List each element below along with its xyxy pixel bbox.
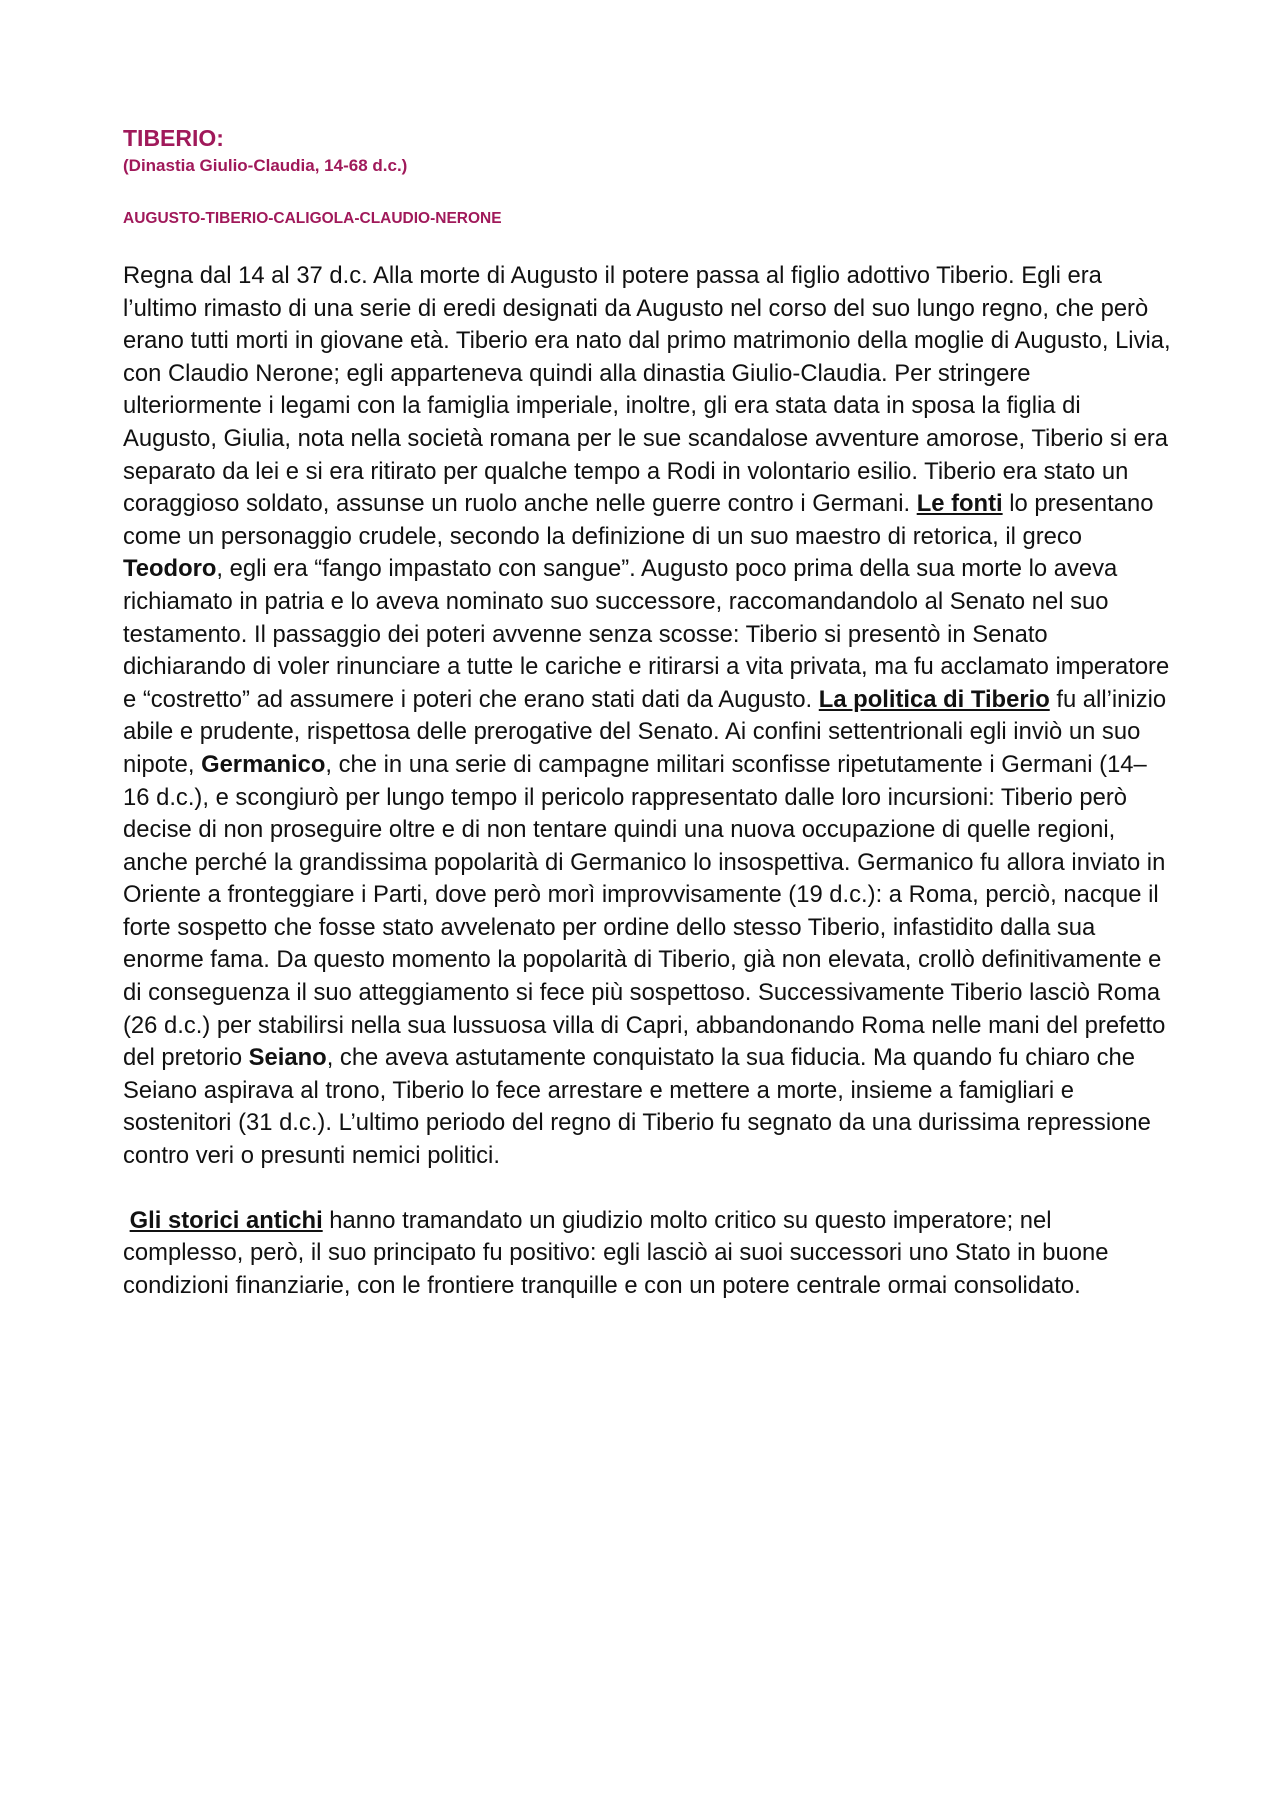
bold-teodoro: Teodoro <box>123 555 217 583</box>
text-run: Regna dal 14 al 37 d.c. Alla morte di Augusto il potere passa al figlio adottivo Tiberio. Egli era l’ultimo rimasto di una serie di eredi designati da Augusto nel corso del suo lungo regno, che però erano tutti morti in giovane età. Tiberio era nato dal primo matrimonio della moglie di Augusto, Livia, con Claudio Nerone; egli apparteneva quindi alla dinastia Giulio-Claudia. Per stringere ulteriormente i legami con la famiglia imperiale, inoltre, gli era stata data in sposa la figlia di Augusto, Giulia, nota nella società romana per le sue scandalose avventure amorose, Tiberio si era separato da lei e si era ritirato per qualche tempo a Rodi in volontario esilio. Tiberio era stato un coraggioso soldato, assunse un ruolo anche nelle guerre contro i Germani. <box>123 262 1171 518</box>
page-subtitle: (Dinastia Giulio-Claudia, 14-68 d.c.) <box>123 156 408 175</box>
text-run: , che in una serie di campagne militari sconfisse ripetutamente i Germani (14–16 d.c.), e scongiurò per lungo tempo il pericolo rappresentato dalle loro incursioni: Tiberio però decise di non proseguire oltre e di non tentare quindi una nuova occupazione di quelle regioni, anche perché la grandissima popolarità di Germanico lo insospettiva. Germanico fu allora inviato in Oriente a fronteggiare i Parti, dove però morì improvvisamente (19 d.c.): a Roma, perciò, nacque il forte sospetto che fosse stato avvelenato per ordine dello stesso Tiberio, infastidito dalla sua enorme fama. Da questo momento la popolarità di Tiberio, già non elevata, crollò definitivamente e di conseguenza il suo atteggiamento si fece più sospettoso. Successivamente Tiberio lasciò Roma (26 d.c.) per stabilirsi nella sua lussuosa villa di Capri, abbandonando Roma nelle mani del prefetto del pretorio <box>123 750 1166 1072</box>
link-le-fonti[interactable]: Le fonti <box>916 490 1003 518</box>
paragraph-main <box>123 260 1173 1173</box>
text-run: , egli era “fango impastato con sangue”. Augusto poco prima della sua morte lo aveva richiamato in patria e lo aveva nominato suo successore, raccomandandolo al Senato nel suo testamento. Il passaggio dei poteri avvenne senza scosse: Tiberio si presentò in Senato dichiarando di voler rinunciare a tutte le cariche e ritirarsi a vita privata, ma fu acclamato imperatore e “costretto” ad assumere i poteri che erano stati dati da Augusto. <box>123 555 1170 713</box>
link-gli-storici-antichi[interactable]: Gli storici antichi <box>129 1206 323 1234</box>
paragraph-conclusion <box>123 1205 1173 1303</box>
bold-germanico: Germanico <box>201 750 326 778</box>
dynasty-line: AUGUSTO-TIBERIO-CALIGOLA-CLAUDIO-NERONE <box>123 210 502 227</box>
document-page <box>123 124 1173 1302</box>
text-run: hanno tramandato un giudizio molto critico su questo imperatore; nel complesso, però, il suo principato fu positivo: egli lasciò ai suoi successori uno Stato in buone condizioni finanziarie, con le frontiere tranquille e con un potere centrale ormai consolidato. <box>123 1206 1109 1299</box>
text-run: lo presentano come un personaggio crudele, secondo la definizione di un suo maestro di retorica, il greco <box>123 490 1154 550</box>
text-run: , che aveva astutamente conquistato la sua fiducia. Ma quando fu chiaro che Seiano aspirava al trono, Tiberio lo fece arrestare e mettere a morte, insieme a famigliari e sostenitori (31 d.c.). L’ultimo periodo del regno di Tiberio fu segnato da una durissima repressione contro veri o presunti nemici politici. <box>123 1044 1151 1170</box>
bold-seiano: Seiano <box>248 1044 327 1072</box>
page-title: TIBERIO: <box>123 125 224 151</box>
link-la-politica-di-tiberio[interactable]: La politica di Tiberio <box>818 685 1050 713</box>
text-run: fu all’inizio abile e prudente, rispettosa delle prerogative del Senato. Ai confini settentrionali egli inviò un suo nipote, <box>123 685 1167 778</box>
